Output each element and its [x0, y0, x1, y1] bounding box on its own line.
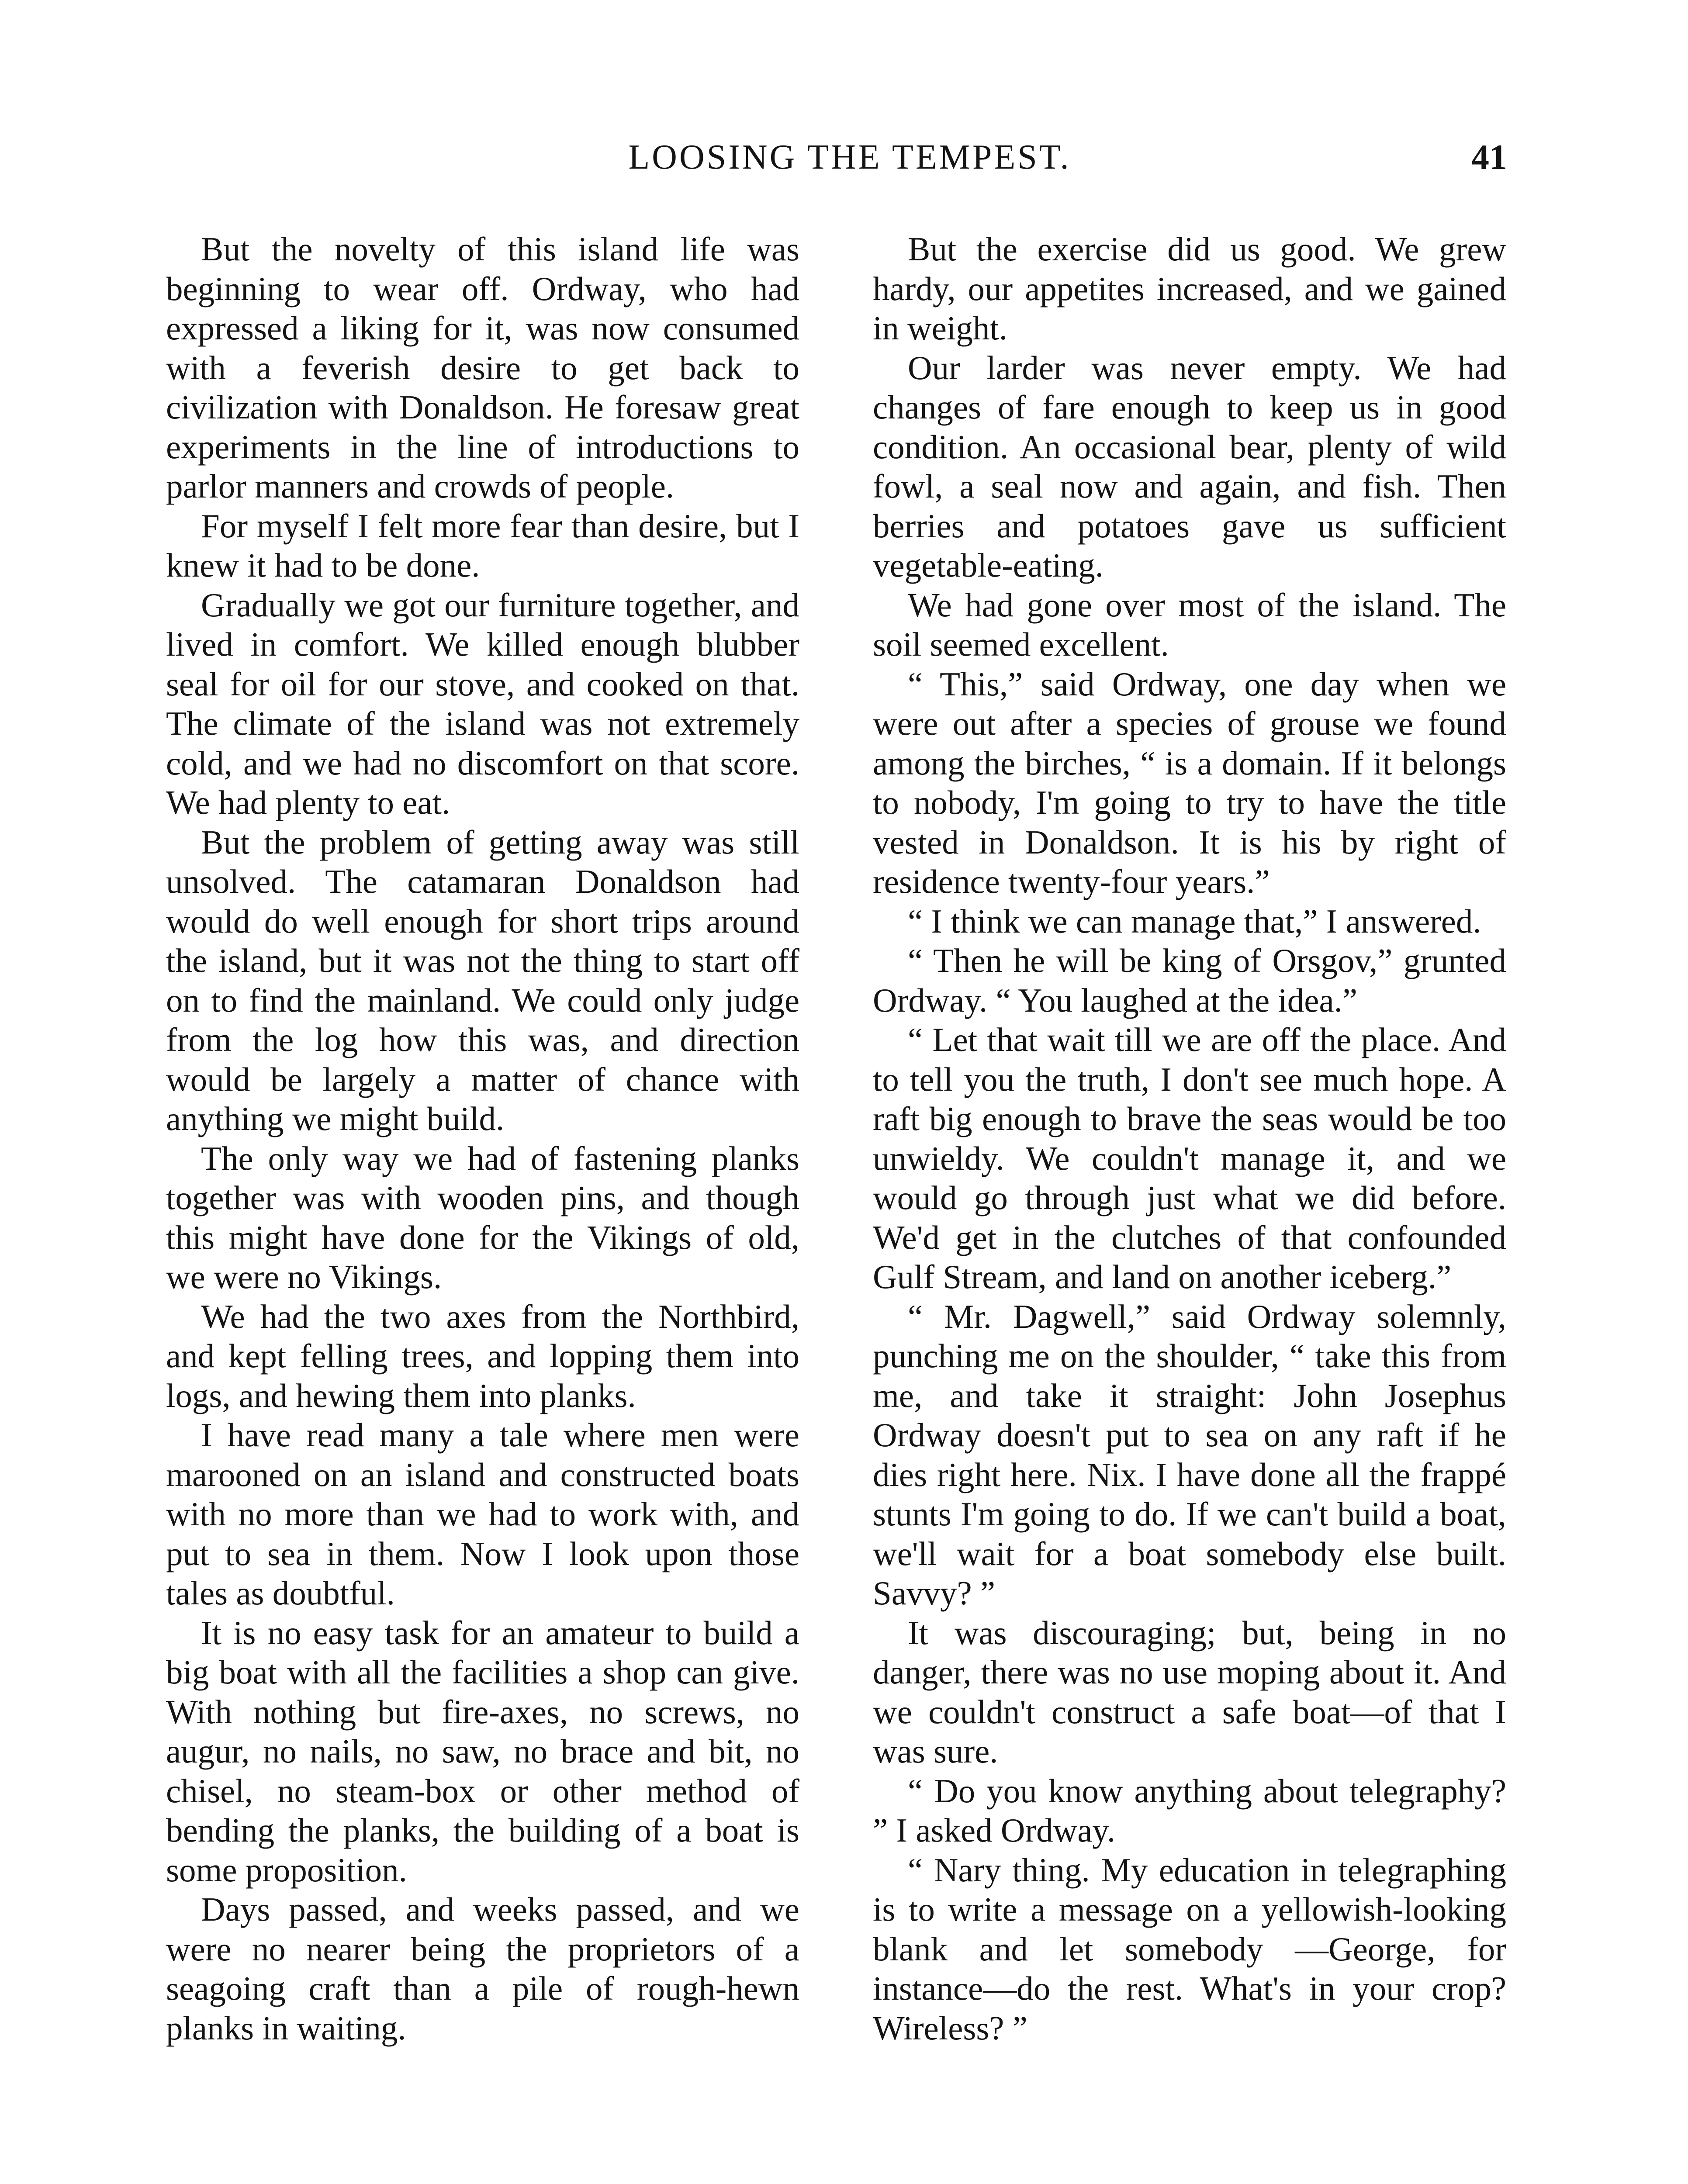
paragraph: But the novelty of this island life was beginning to wear off. Ordway, who had expressed a liking for it, was now consumed with a feverish desire to get back to civilization with Donaldson. He foresaw great experiments in the line of introductions to parlor manners and crowds of people.	[166, 230, 799, 505]
right-column	[873, 229, 1506, 2048]
paragraph: “ Do you know anything about telegraphy? ” I asked Ordway.	[873, 1772, 1506, 1849]
running-title: LOOSING THE TEMPEST.	[628, 138, 1071, 176]
paragraph: “ Let that wait till we are off the place. And to tell you the truth, I don't see much hope. A raft big enough to brave the seas would be too unwieldy. We couldn't manage it, and we would go through just what we did before. We'd get in the clutches of that confounded Gulf Stream, and land on another iceberg.”	[873, 1021, 1506, 1296]
paragraph: “ I think we can manage that,” I answered.	[908, 902, 1481, 940]
paragraph: But the problem of getting away was still unsolved. The catamaran Donaldson had would do well enough for short trips around the island, but it was not the thing to start off on to find the mainland. We could only judge from the log how this was, and direction would be largely a matter of chance with anything we might build.	[166, 823, 799, 1137]
paragraph: It is no easy task for an amateur to build a big boat with all the facilities a shop can give. With nothing but fire-axes, no screws, no augur, no nails, no saw, no brace and bit, no chisel, no steam-box or other method of bending the planks, the building of a boat is some proposition.	[166, 1614, 799, 1889]
paragraph: It was discouraging; but, being in no danger, there was no use moping about it. And we couldn't construct a safe boat—of that I was sure.	[873, 1614, 1506, 1770]
paragraph: “ Mr. Dagwell,” said Ordway solemnly, punching me on the shoulder, “ take this from me, and take it straight: John Josephus Ordway doesn't put to sea on any raft if he dies right here. Nix. I have done all the frappé stunts I'm going to do. If we can't build a boat, we'll wait for a boat somebody else built. Savvy? ”	[873, 1297, 1506, 1612]
paragraph: Gradually we got our furniture together, and lived in comfort. We killed enough blubber seal for oil for our stove, and cooked on that. The climate of the island was not extremely cold, and we had no discomfort on that score. We had plenty to eat.	[166, 586, 799, 821]
paragraph: Days passed, and weeks passed, and we were no nearer being the proprietors of a seagoing craft than a pile of rough-hewn planks in waiting.	[166, 1890, 799, 2047]
left-column	[166, 229, 799, 2048]
paragraph: We had gone over most of the island. The soil seemed excellent.	[873, 586, 1506, 663]
paragraph: We had the two axes from the Northbird, and kept felling trees, and lopping them into logs, and hewing them into planks.	[166, 1297, 799, 1414]
page-number: 41	[1471, 137, 1507, 177]
paragraph: For myself I felt more fear than desire, but I knew it had to be done.	[166, 507, 799, 584]
paragraph: But the exercise did us good. We grew hardy, our appetites increased, and we gained in weight.	[873, 230, 1506, 347]
paragraph: I have read many a tale where men were marooned on an island and constructed boats with no more than we had to work with, and put to sea in them. Now I look upon those tales as doubtful.	[166, 1416, 799, 1612]
paragraph: “ This,” said Ordway, one day when we were out after a species of grouse we found among the birches, “ is a domain. If it belongs to nobody, I'm going to try to have the title vested in Donaldson. It is his by right of residence twenty-four years.”	[873, 665, 1506, 900]
paragraph: “ Nary thing. My education in telegraphing is to write a message on a yellowish-looking blank and let somebody —George, for instance—do the rest. What's in your crop? Wireless? ”	[873, 1851, 1506, 2047]
running-head	[192, 133, 1507, 181]
paragraph: The only way we had of fastening planks together was with wooden pins, and though this might have done for the Vikings of old, we were no Vikings.	[166, 1139, 799, 1296]
paragraph: Our larder was never empty. We had changes of fare enough to keep us in good condition. An occasional bear, plenty of wild fowl, a seal now and again, and fish. Then berries and potatoes gave us sufficient vegetable-eating.	[873, 349, 1506, 584]
paragraph: “ Then he will be king of Orsgov,” grunted Ordway. “ You laughed at the idea.”	[873, 942, 1506, 1019]
